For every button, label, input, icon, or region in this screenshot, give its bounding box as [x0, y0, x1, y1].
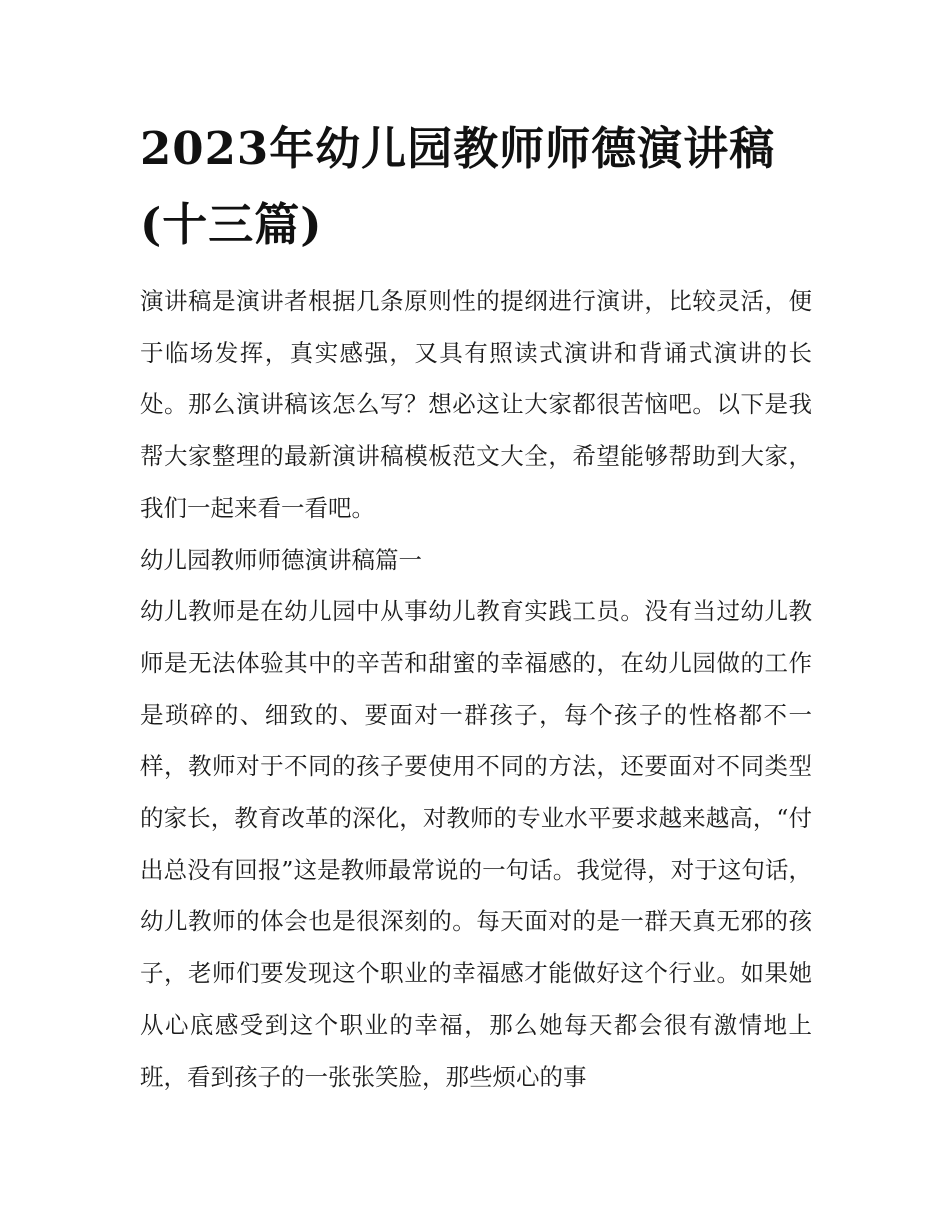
body-paragraph: 幼儿教师是在幼儿园中从事幼儿教育实践工员。没有当过幼儿教师是无法体验其中的辛苦和甜蜜的幸福感的，在幼儿园做的工作是琐碎的、细致的、要面对一群孩子，每个孩子的性格都不一样，教师对于不同的孩子要使用不同的方法，还要面对不同类型的家长，教育改革的深化，对教师的专业水平要求越来越高，“付出总没有回报”这是教师最常说的一句话。我觉得，对于这句话，幼儿教师的体会也是很深刻的。每天面对的是一群天真无邪的孩子，老师们要发现这个职业的幸福感才能做好这个行业。如果她从心底感受到这个职业的幸福，那么她每天都会很有激情地上班，看到孩子的一张张笑脸，那些烦心的事 [140, 597, 812, 1091]
section-heading: 幼儿园教师师德演讲稿篇一 [140, 545, 422, 574]
document-page [140, 0, 812, 1229]
document-body [140, 276, 812, 1103]
intro-paragraph: 演讲稿是演讲者根据几条原则性的提纲进行演讲，比较灵活，便于临场发挥，真实感强，又具有照读式演讲和背诵式演讲的长处。那么演讲稿该怎么写？想必这让大家都很苦恼吧。以下是我帮大家整理的最新演讲稿模板范文大全，希望能够帮助到大家，我们一起来看一看吧。 [140, 287, 812, 522]
document-title: 2023年幼儿园教师师德演讲稿(十三篇) [140, 122, 776, 251]
